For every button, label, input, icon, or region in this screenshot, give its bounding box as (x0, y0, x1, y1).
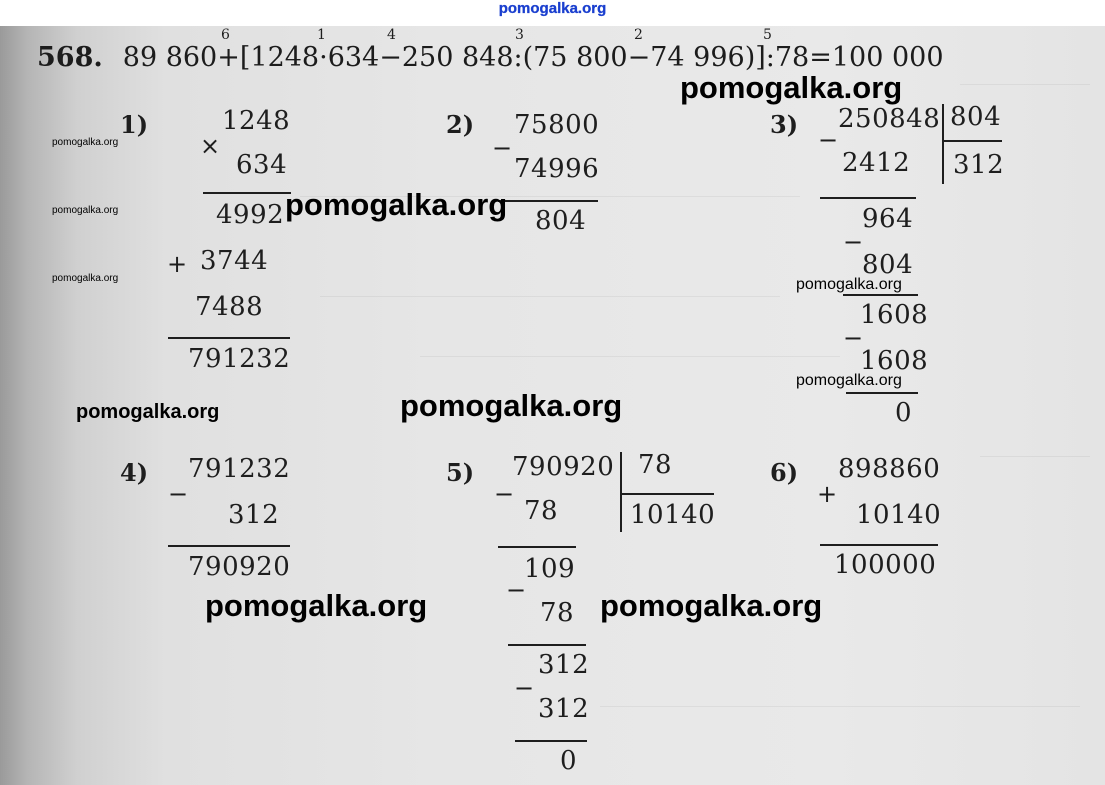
step-5-dividend: 790920 (512, 452, 615, 482)
step-2-result: 804 (535, 206, 587, 236)
step-3-subtrahend: 804 (862, 250, 914, 280)
step-5-divisor: 78 (638, 450, 673, 480)
step-2-operand-a: 75800 (514, 110, 600, 140)
step-2-label: 2) (446, 110, 475, 139)
step-4-operand-b: 312 (228, 500, 280, 530)
minus-sign: − (843, 228, 864, 256)
order-mark: 4 (387, 27, 396, 43)
step-1-rule (203, 192, 291, 194)
step-3-quotient-rule (944, 140, 1002, 142)
minus-sign: − (168, 480, 189, 508)
step-5-subtrahend: 78 (524, 496, 559, 526)
multiply-sign: × (200, 132, 221, 160)
order-mark: 2 (634, 27, 643, 43)
minus-sign: − (494, 480, 515, 508)
order-mark: 5 (763, 27, 772, 43)
plus-sign: + (817, 480, 838, 508)
step-5-label: 5) (446, 458, 475, 487)
step-5-rule (498, 546, 576, 548)
step-6-operand-a: 898860 (838, 454, 941, 484)
minus-sign: − (506, 576, 527, 604)
step-1-operand-b: 634 (236, 150, 288, 180)
minus-sign: − (843, 324, 864, 352)
step-3-rule (820, 197, 916, 199)
minus-sign: − (492, 134, 513, 162)
watermark: pomogalka.org (285, 187, 508, 222)
order-mark: 6 (221, 27, 230, 43)
step-6-rule (820, 544, 938, 546)
step-1-partial-1: 4992 (216, 200, 285, 230)
step-5-remainder-row: 312 (538, 650, 590, 680)
step-5-remainder: 0 (560, 746, 578, 776)
problem-expression: 89 860+[1248·634−250 848:(75 800−74 996)]:78=100 000 (122, 42, 944, 73)
step-5-subtrahend: 78 (540, 598, 575, 628)
step-1-partial-3: 7488 (195, 292, 264, 322)
watermark: pomogalka.org (796, 372, 902, 389)
order-mark: 1 (317, 27, 326, 43)
step-1-partial-2: 3744 (200, 246, 269, 276)
watermark: pomogalka.org (52, 137, 119, 148)
watermark: pomogalka.org (52, 205, 119, 216)
step-6-label: 6) (770, 458, 799, 487)
step-3-subtrahend: 1608 (860, 346, 929, 376)
watermark: pomogalka.org (680, 70, 903, 105)
problem-number: 568. (37, 42, 103, 73)
step-6-operand-b: 10140 (856, 500, 942, 530)
step-3-quotient: 312 (953, 150, 1005, 180)
step-5-quotient-rule (622, 493, 714, 495)
step-4-operand-a: 791232 (188, 454, 291, 484)
order-mark: 3 (515, 27, 524, 43)
watermark: pomogalka.org (205, 588, 428, 623)
watermark: pomogalka.org (400, 388, 623, 423)
step-1-label: 1) (120, 110, 149, 139)
step-6-result: 100000 (834, 550, 937, 580)
step-3-dividend: 250848 (838, 104, 941, 134)
step-1-result: 791232 (188, 344, 291, 374)
site-watermark-top: pomogalka.org (498, 0, 607, 17)
step-5-remainder-row: 109 (524, 554, 576, 584)
step-3-remainder-row: 1608 (860, 300, 929, 330)
watermark: pomogalka.org (796, 276, 902, 293)
step-3-rule (846, 392, 918, 394)
step-1-rule (168, 337, 290, 339)
step-5-rule (515, 740, 587, 742)
step-5-quotient: 10140 (630, 500, 716, 530)
step-5-rule (508, 644, 586, 646)
division-bar (942, 104, 944, 184)
step-3-remainder: 0 (895, 398, 913, 428)
problem-equation (37, 42, 944, 73)
step-3-subtrahend: 2412 (842, 148, 911, 178)
step-3-divisor: 804 (950, 102, 1002, 132)
step-2-rule (498, 200, 598, 202)
division-bar (620, 452, 622, 532)
minus-sign: − (514, 674, 535, 702)
plus-sign: + (167, 250, 188, 278)
minus-sign: − (818, 126, 839, 154)
step-3-label: 3) (770, 110, 799, 139)
step-2-operand-b: 74996 (514, 154, 600, 184)
watermark: pomogalka.org (600, 588, 823, 623)
step-3-rule (843, 294, 918, 296)
watermark: pomogalka.org (52, 273, 119, 284)
watermark: pomogalka.org (76, 401, 220, 423)
step-1-operand-a: 1248 (222, 106, 291, 136)
step-4-result: 790920 (188, 552, 291, 582)
step-5-subtrahend: 312 (538, 694, 590, 724)
step-4-label: 4) (120, 458, 149, 487)
step-3-remainder-row: 964 (862, 204, 914, 234)
step-4-rule (168, 545, 290, 547)
